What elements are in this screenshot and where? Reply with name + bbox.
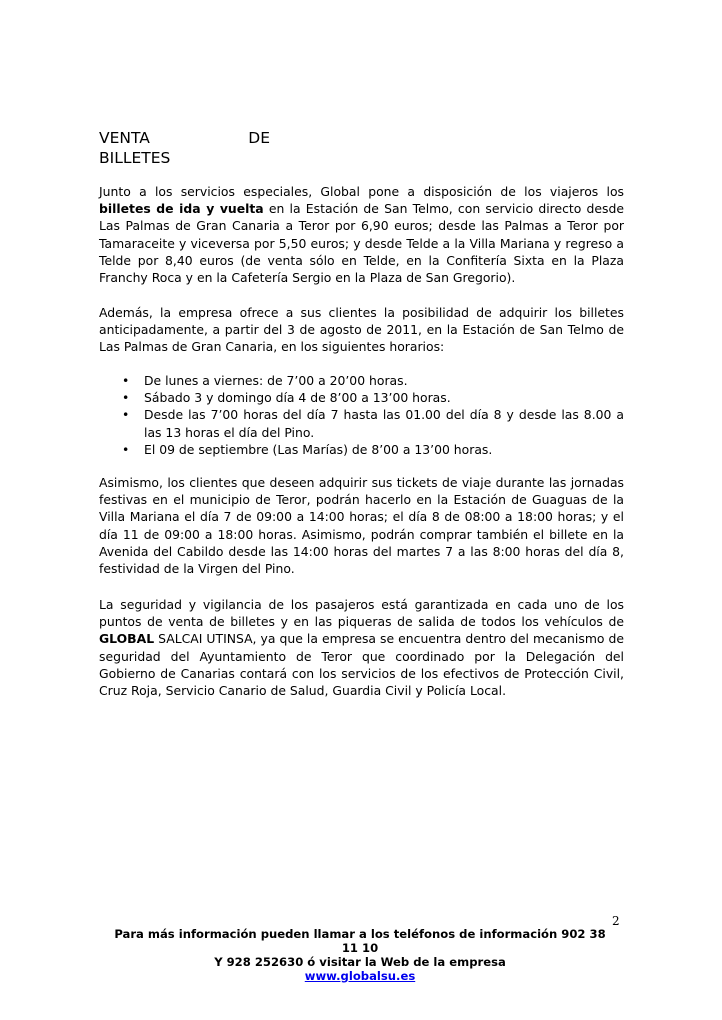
schedule-item-text: Sábado 3 y domingo día 4 de 8’00 a 13’00 horas.	[144, 390, 451, 406]
website-link[interactable]: www.globalsu.es	[304, 969, 416, 983]
list-item	[99, 372, 624, 389]
schedule-item-text: El 09 de septiembre (Las Marías) de 8’00 a 13’00 horas.	[144, 441, 493, 457]
paragraph-security-bold: GLOBAL	[99, 631, 155, 647]
heading-word-billetes: BILLETES	[99, 149, 171, 167]
bullet-icon: •	[122, 373, 130, 388]
paragraph-festive-days: Asimismo, los clientes que deseen adquirir sus tickets de viaje durante las jornadas festivas en el municipio de Teror, podrán hacerlo en la Estación de Guaguas de la Villa Mariana el día 7 de 09:00 a 14:00 horas; el día 8 de 08:00 a 18:00 horas; y el día 11 de 09:00 a 18:00 horas. Asimismo, podrán comprar también el billete en la Avenida del Cabildo desde las 14:00 horas del martes 7 a las 8:00 horas del día 8, festividad de la Virgen del Pino.	[99, 475, 624, 577]
list-item	[99, 406, 624, 440]
footer-line-2: Y 928 252630 ó visitar la Web de la empresa	[214, 955, 506, 969]
bullet-icon: •	[122, 390, 130, 406]
section-heading	[99, 128, 279, 168]
footer-line-1: Para más información pueden llamar a los teléfonos de información 902 38 11 10	[114, 927, 606, 955]
list-item	[99, 389, 624, 406]
heading-line-1	[99, 128, 270, 148]
bullet-icon: •	[122, 407, 130, 423]
schedule-list	[99, 372, 624, 458]
paragraph-tickets-part2: en la Estación de San Telmo, con servicio directo desde Las Palmas de Gran Canaria a Teror por 6,90 euros; desde las Palmas a Teror por Tamaraceite y viceversa por 5,50 euros; y desde Telde a la Villa Mariana y regreso a Telde por 8,40 euros (de venta sólo en Telde, en la Confitería Sixta en la Plaza Franchy Roca y en la Cafetería Sergio en la Plaza de San Gregorio).	[99, 201, 624, 286]
footer	[110, 927, 610, 983]
page-number: 2	[612, 914, 620, 928]
paragraph-tickets-part1: Junto a los servicios especiales, Global pone a disposición de los viajeros los	[99, 184, 624, 199]
list-item	[99, 441, 624, 458]
heading-word-de: DE	[248, 129, 270, 147]
paragraph-security	[99, 596, 624, 699]
paragraph-tickets	[99, 183, 624, 286]
paragraph-security-part1: La seguridad y vigilancia de los pasajeros está garantizada en cada uno de los puntos de venta de billetes y en las piqueras de salida de todos los vehículos de	[99, 597, 624, 630]
schedule-item-text: Desde las 7’00 horas del día 7 hasta las 01.00 del día 8 y desde las 8.00 a las 13 horas el día del Pino.	[144, 407, 624, 440]
heading-word-venta: VENTA	[99, 129, 150, 147]
paragraph-tickets-bold: billetes de ida y vuelta	[99, 201, 264, 217]
schedule-item-text: De lunes a viernes: de 7’00 a 20’00 horas.	[144, 373, 408, 388]
bullet-icon: •	[122, 441, 130, 457]
paragraph-security-part2: SALCAI UTINSA, ya que la empresa se encuentra dentro del mecanismo de seguridad del Ayuntamiento de Teror que coordinado por la Delegación del Gobierno de Canarias contará con los servicios de los efectivos de Protección Civil, Cruz Roja, Servicio Canario de Salud, Guardia Civil y Policía Local.	[99, 631, 624, 699]
paragraph-advance-sale: Además, la empresa ofrece a sus clientes la posibilidad de adquirir los billetes anticipadamente, a partir del 3 de agosto de 2011, en la Estación de San Telmo de Las Palmas de Gran Canaria, en los siguientes horarios:	[99, 305, 624, 355]
